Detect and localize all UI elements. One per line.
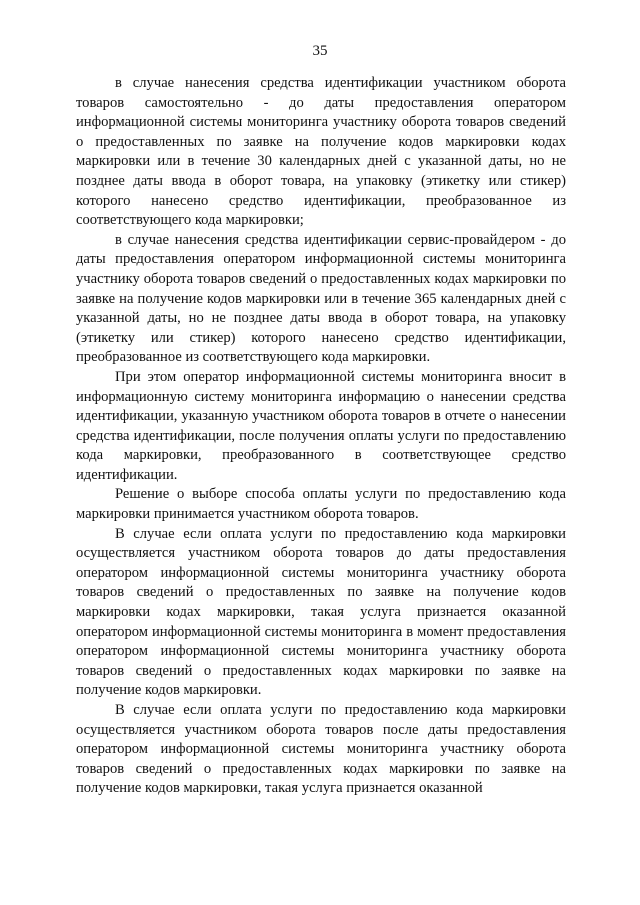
paragraph-postpayment-case: В случае если оплата услуги по предоставлению кода маркировки осуществляется участником оборота товаров после даты предоставления оператором информационной системы мониторинга участнику оборота товаров сведений о предоставленных кодах маркировки по заявке на получение кодов маркировки, такая услуга признается оказанной — [76, 702, 566, 797]
page-number: 35 — [312, 43, 328, 59]
paragraph-payment-method-decision: Решение о выборе способа оплаты услуги по предоставлению кода маркировки принимается участником оборота товаров. — [76, 486, 566, 523]
paragraph-service-provider-deadline: в случае нанесения средства идентификации сервис-провайдером - до даты предоставления оператором информационной системы мониторинга участнику оборота товаров сведений о предоставленных кодах маркировки по заявке на получение кодов маркировки или в течение 365 календарных дней с указанной даты, но не позднее даты ввода в оборот товара, на упаковку (этикетку или стикер) которого нанесено средство идентификации, преобразованное из соответствующего кода маркировки. — [76, 231, 566, 366]
document-body — [76, 74, 566, 799]
paragraph-operator-records-info: При этом оператор информационной системы мониторинга вносит в информационную систему мониторинга информацию о нанесении средства идентификации, указанную участником оборота товаров в отчете о нанесении средства идентификации, после получения оплаты услуги по предоставлению кода маркировки, преобразованного в соответствующее средство идентификации. — [76, 368, 566, 483]
paragraph-prepayment-case: В случае если оплата услуги по предоставлению кода маркировки осуществляется участником оборота товаров до даты предоставления оператором информационной системы мониторинга участнику оборота товаров сведений о предоставленных по заявке на получение кодов маркировки кодах маркировки, такая услуга признается оказанной оператором информационной системы мониторинга в момент предоставления оператором информационной системы мониторинга участнику оборота товаров сведений о предоставленных кодах маркировки по заявке на получение кодов маркировки. — [76, 525, 566, 699]
paragraph-self-application-deadline: в случае нанесения средства идентификации участником оборота товаров самостоятельно - до даты предоставления оператором информационной системы мониторинга участнику оборота товаров сведений о предоставленных по заявке на получение кодов маркировки кодах маркировки или в течение 30 календарных дней с указанной даты, но не позднее даты ввода в оборот товара, на упаковку (этикетку или стикер) которого нанесено средство идентификации, преобразованное из соответствующего кода маркировки; — [76, 75, 566, 229]
